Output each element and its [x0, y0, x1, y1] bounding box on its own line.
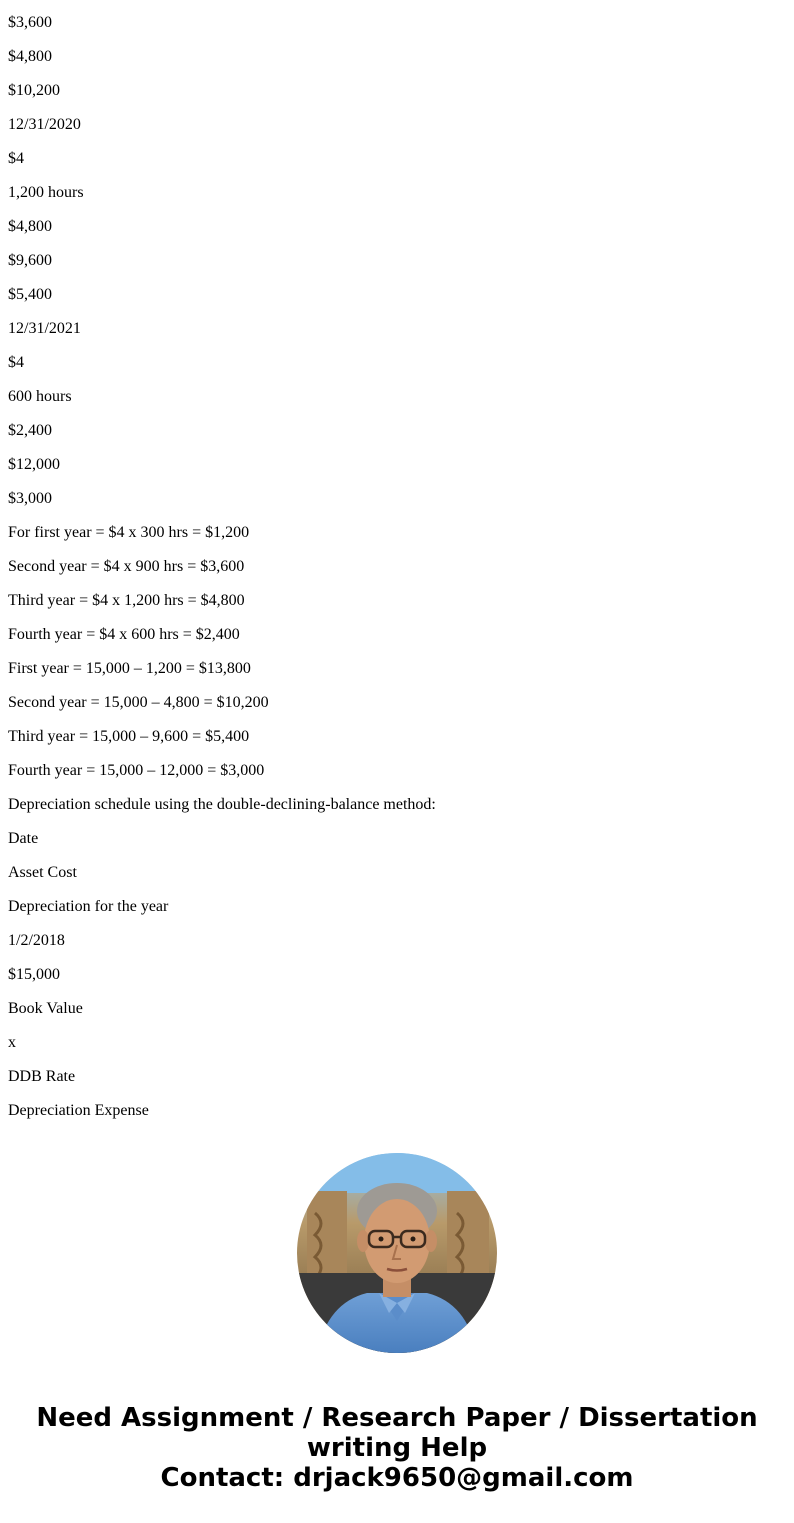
- text-line: $4,800: [8, 48, 52, 65]
- text-line: $2,400: [8, 422, 52, 439]
- text-line: $9,600: [8, 252, 52, 269]
- text-line: Depreciation for the year: [8, 898, 169, 915]
- text-line: $4: [8, 354, 24, 371]
- text-line: First year = 15,000 – 1,200 = $13,800: [8, 660, 251, 677]
- text-line: Book Value: [8, 1000, 83, 1017]
- text-line: 600 hours: [8, 388, 72, 405]
- text-line: DDB Rate: [8, 1068, 76, 1085]
- text-line: x: [8, 1034, 16, 1051]
- text-line: Depreciation schedule using the double-declining-balance method:: [8, 796, 436, 813]
- text-line: $3,000: [8, 490, 52, 507]
- text-line: $10,200: [8, 82, 60, 99]
- contact-banner: [0, 1403, 794, 1493]
- text-line: Asset Cost: [8, 864, 77, 881]
- text-line: $4,800: [8, 218, 52, 235]
- text-line: $12,000: [8, 456, 60, 473]
- document-text-lines: [8, 14, 778, 1136]
- text-line: Second year = $4 x 900 hrs = $3,600: [8, 558, 245, 575]
- banner-line: Need Assignment / Research Paper / Dissertation: [36, 1403, 758, 1433]
- author-photo-illustration: [297, 1153, 497, 1353]
- text-line: 1/2/2018: [8, 932, 65, 949]
- text-line: Fourth year = 15,000 – 12,000 = $3,000: [8, 762, 265, 779]
- text-line: 12/31/2020: [8, 116, 81, 133]
- text-line: Fourth year = $4 x 600 hrs = $2,400: [8, 626, 240, 643]
- banner-line: writing Help: [306, 1433, 488, 1463]
- author-avatar: [297, 1153, 497, 1353]
- text-line: $3,600: [8, 14, 52, 31]
- text-line: $15,000: [8, 966, 60, 983]
- text-line: Date: [8, 830, 39, 847]
- text-line: $5,400: [8, 286, 52, 303]
- text-line: Third year = $4 x 1,200 hrs = $4,800: [8, 592, 245, 609]
- text-line: Third year = 15,000 – 9,600 = $5,400: [8, 728, 250, 745]
- text-line: Depreciation Expense: [8, 1102, 149, 1119]
- text-line: Second year = 15,000 – 4,800 = $10,200: [8, 694, 269, 711]
- text-line: 1,200 hours: [8, 184, 84, 201]
- contact-email: Contact: drjack9650@gmail.com: [160, 1463, 634, 1493]
- text-line: $4: [8, 150, 24, 167]
- text-line: For first year = $4 x 300 hrs = $1,200: [8, 524, 250, 541]
- text-line: 12/31/2021: [8, 320, 81, 337]
